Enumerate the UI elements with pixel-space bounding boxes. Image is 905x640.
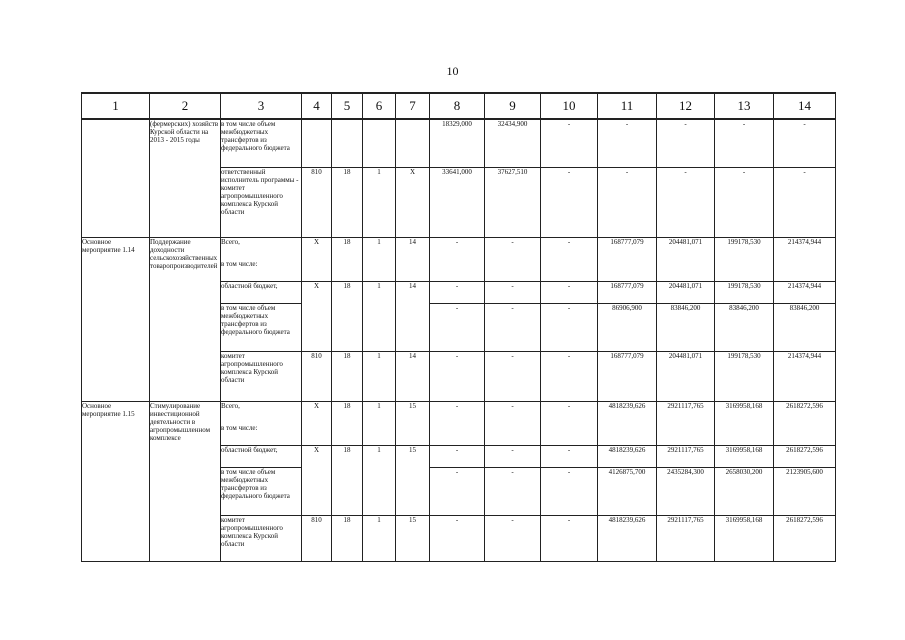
col-header: 11 xyxy=(598,93,657,119)
cell: 4818239,626 xyxy=(598,445,657,467)
cell: - xyxy=(541,467,598,515)
cell: 15 xyxy=(396,445,430,515)
cell: 33641,000 xyxy=(430,167,485,237)
cell: 3169958,168 xyxy=(715,401,774,445)
cell: - xyxy=(485,303,541,351)
cell: Х xyxy=(302,445,332,515)
cell: - xyxy=(485,281,541,303)
cell: - xyxy=(485,445,541,467)
cell: - xyxy=(541,167,598,237)
col-header: 6 xyxy=(363,93,396,119)
cell: 14 xyxy=(396,281,430,351)
cell: 83846,200 xyxy=(774,303,836,351)
row-label: в том числе объем межбюджетных трансфертов из федерального бюджета xyxy=(221,303,302,351)
cell: 18 xyxy=(332,351,363,401)
event-cell: Основное мероприятие 1.15 xyxy=(82,401,150,561)
cell: 204481,071 xyxy=(657,351,715,401)
header-row xyxy=(82,93,836,119)
cell: - xyxy=(430,281,485,303)
cell: 32434,900 xyxy=(485,119,541,167)
cell xyxy=(302,119,332,167)
cell: Х xyxy=(302,237,332,281)
cell: 83846,200 xyxy=(715,303,774,351)
cell: 204481,071 xyxy=(657,237,715,281)
col-header: 13 xyxy=(715,93,774,119)
cell: 1 xyxy=(363,237,396,281)
cell: - xyxy=(598,119,657,167)
col-header: 9 xyxy=(485,93,541,119)
cell: 810 xyxy=(302,167,332,237)
cell: - xyxy=(774,167,836,237)
cell: 18 xyxy=(332,237,363,281)
cell: 4818239,626 xyxy=(598,515,657,561)
table-row xyxy=(82,237,836,281)
cell: 14 xyxy=(396,351,430,401)
col-header: 12 xyxy=(657,93,715,119)
cell: 1 xyxy=(363,167,396,237)
cell: 1 xyxy=(363,445,396,515)
cell: 18 xyxy=(332,281,363,351)
table-row xyxy=(82,401,836,445)
cell: - xyxy=(485,515,541,561)
cell: Х xyxy=(302,401,332,445)
cell: 15 xyxy=(396,515,430,561)
cell: 168777,079 xyxy=(598,281,657,303)
cell: 199178,530 xyxy=(715,351,774,401)
program-name: Стимулирование инвестиционной деятельности в агропромышленном комплексе xyxy=(150,401,221,561)
cell: - xyxy=(715,167,774,237)
page-number: 10 xyxy=(446,64,459,78)
program-name: (фермерских) хозяйств Курской области на 2013 - 2015 годы xyxy=(150,119,221,237)
cell: 168777,079 xyxy=(598,237,657,281)
cell: - xyxy=(541,401,598,445)
cell: 1 xyxy=(363,515,396,561)
row-label: областной бюджет, xyxy=(221,445,302,467)
cell: 199178,530 xyxy=(715,237,774,281)
row-label: комитет агропромышленного комплекса Курской области xyxy=(221,515,302,561)
cell: 168777,079 xyxy=(598,351,657,401)
cell: 2921117,765 xyxy=(657,445,715,467)
cell xyxy=(332,119,363,167)
cell: 18 xyxy=(332,401,363,445)
cell: - xyxy=(541,119,598,167)
row-label-including: в том числе: xyxy=(221,423,258,432)
cell: - xyxy=(541,281,598,303)
cell: 810 xyxy=(302,515,332,561)
cell: 4818239,626 xyxy=(598,401,657,445)
cell: - xyxy=(774,119,836,167)
cell: - xyxy=(485,401,541,445)
cell: - xyxy=(430,303,485,351)
event-cell xyxy=(82,119,150,237)
row-label: областной бюджет, xyxy=(221,281,302,303)
cell: - xyxy=(541,303,598,351)
col-header: 10 xyxy=(541,93,598,119)
budget-table xyxy=(81,92,836,562)
cell: 1 xyxy=(363,351,396,401)
col-header: 14 xyxy=(774,93,836,119)
cell: 214374,944 xyxy=(774,281,836,303)
cell: 86906,900 xyxy=(598,303,657,351)
event-cell: Основное мероприятие 1.14 xyxy=(82,237,150,401)
cell xyxy=(396,119,430,167)
cell: 214374,944 xyxy=(774,237,836,281)
cell: - xyxy=(657,167,715,237)
cell: 3169958,168 xyxy=(715,515,774,561)
program-name: Поддержание доходности сельскохозяйственных товаропроизводителей xyxy=(150,237,221,401)
cell: 1 xyxy=(363,281,396,351)
cell: 1 xyxy=(363,401,396,445)
row-label-including: в том числе: xyxy=(221,259,258,268)
cell: 2435284,300 xyxy=(657,467,715,515)
cell: 204481,071 xyxy=(657,281,715,303)
cell: 18 xyxy=(332,167,363,237)
row-label-total: Всего, xyxy=(221,237,240,246)
cell: - xyxy=(430,237,485,281)
row-label: ответственный исполнитель программы - комитет агропромышленного комплекса Курской области xyxy=(221,167,302,237)
row-label xyxy=(221,401,302,445)
row-label-total: Всего, xyxy=(221,401,240,410)
cell: 15 xyxy=(396,401,430,445)
cell: - xyxy=(430,401,485,445)
cell: 3169958,168 xyxy=(715,445,774,467)
cell: 2658030,200 xyxy=(715,467,774,515)
cell: - xyxy=(485,237,541,281)
col-header: 2 xyxy=(150,93,221,119)
cell: 18 xyxy=(332,515,363,561)
cell: 37627,510 xyxy=(485,167,541,237)
cell: - xyxy=(541,237,598,281)
col-header: 5 xyxy=(332,93,363,119)
cell: 2921117,765 xyxy=(657,515,715,561)
row-label xyxy=(221,237,302,281)
table-row xyxy=(82,119,836,167)
cell: 2618272,596 xyxy=(774,401,836,445)
cell: - xyxy=(485,351,541,401)
cell: - xyxy=(541,515,598,561)
col-header: 7 xyxy=(396,93,430,119)
cell: - xyxy=(715,119,774,167)
cell: - xyxy=(598,167,657,237)
cell: 18329,000 xyxy=(430,119,485,167)
cell: 2123905,600 xyxy=(774,467,836,515)
cell: - xyxy=(541,351,598,401)
cell: 810 xyxy=(302,351,332,401)
cell: Х xyxy=(302,281,332,351)
cell: 199178,530 xyxy=(715,281,774,303)
cell: - xyxy=(430,445,485,467)
cell: - xyxy=(541,445,598,467)
cell xyxy=(363,119,396,167)
col-header: 8 xyxy=(430,93,485,119)
cell: 83846,200 xyxy=(657,303,715,351)
cell: - xyxy=(485,467,541,515)
cell: - xyxy=(430,515,485,561)
cell: 2618272,596 xyxy=(774,515,836,561)
cell: - xyxy=(657,119,715,167)
cell: 4126875,700 xyxy=(598,467,657,515)
row-label: в том числе объем межбюджетных трансфертов из федерального бюджета xyxy=(221,119,302,167)
cell: 2921117,765 xyxy=(657,401,715,445)
cell: Х xyxy=(396,167,430,237)
cell: 14 xyxy=(396,237,430,281)
cell: 18 xyxy=(332,445,363,515)
col-header: 4 xyxy=(302,93,332,119)
row-label: в том числе объем межбюджетных трансфертов из федерального бюджета xyxy=(221,467,302,515)
col-header: 1 xyxy=(82,93,150,119)
row-label: комитет агропромышленного комплекса Курской области xyxy=(221,351,302,401)
cell: - xyxy=(430,467,485,515)
cell: 2618272,596 xyxy=(774,445,836,467)
cell: - xyxy=(430,351,485,401)
col-header: 3 xyxy=(221,93,302,119)
cell: 214374,944 xyxy=(774,351,836,401)
